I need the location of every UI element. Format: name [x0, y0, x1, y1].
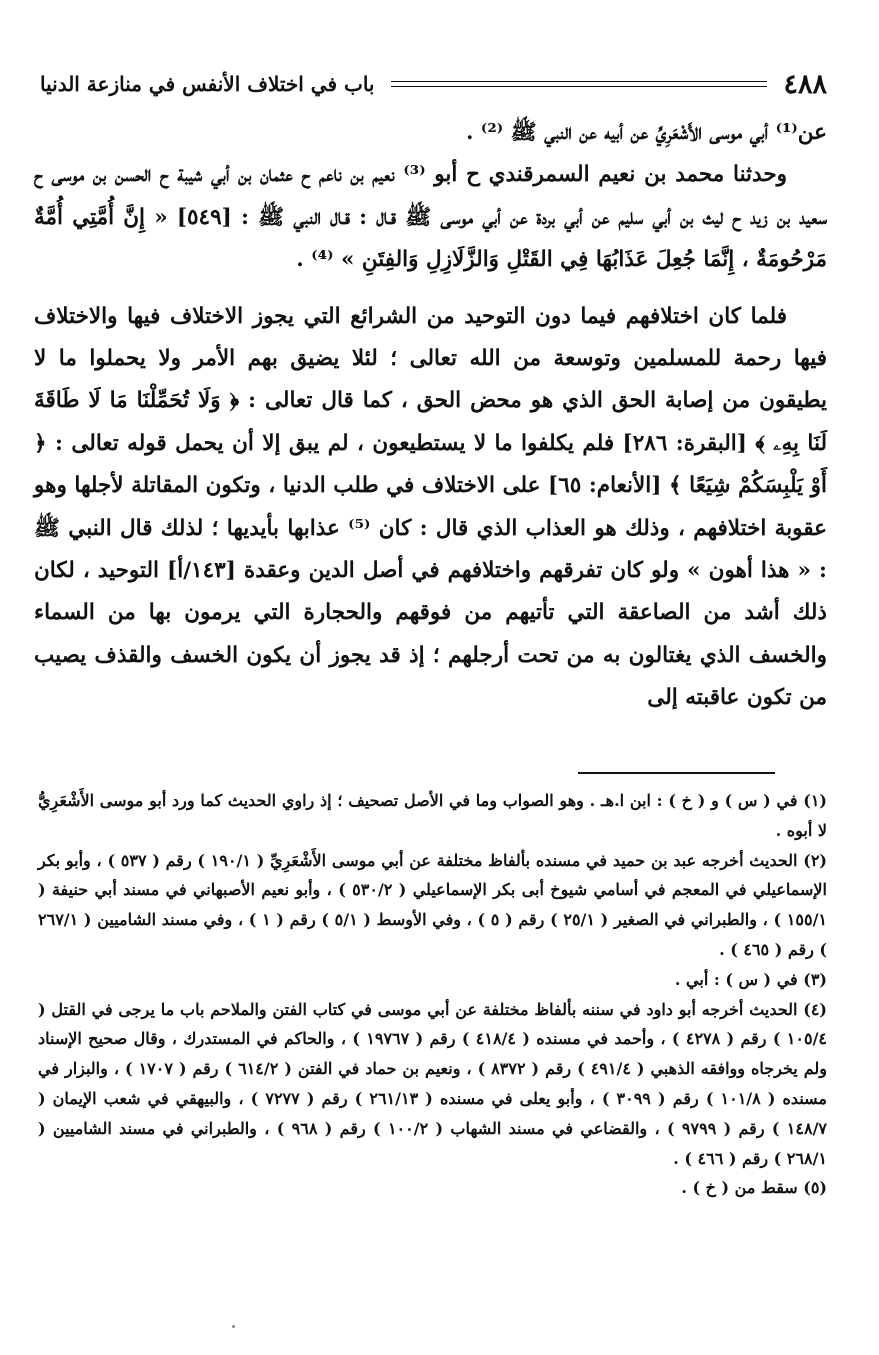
footnote-3: (٣) في ( س ) : أبي . [674, 969, 827, 989]
page-number: ٤٨٨ [783, 68, 827, 100]
paragraph-1: عن⁽¹⁾ أبي موسى الأَشْعَرِيِّ عن أبيه عن النبي ﷺ ⁽²⁾ . [465, 120, 827, 145]
page-header [40, 64, 827, 104]
header-double-rule [391, 81, 768, 87]
footnote-5: (٥) سقط من ( خ ) . [681, 1178, 827, 1198]
paragraph-3: فلما كان اختلافهم فيما دون التوحيد من الشرائع التي يجوز الاختلاف فيها والاختلاف فيها رحمة للمسلمين وتوسعة من الله تعالى ؛ لئلا يضيق بهم الأمر ولا يحملوا ما لا يطيقون من إصابة الحق الذي هو محض الحق ، كما قال تعالى : ﴿ وَلَا تُحَمِّلْنَا مَا لَا طَاقَةَ لَنَا بِهِۦ ﴾ [البقرة: ٢٨٦] فلم يكلفوا ما لا يستطيعون ، لم يبق إلا أن يحمل قوله تعالى : ﴿ أَوْ يَلْبِسَكُمْ شِيَعًا ﴾ [الأنعام: ٦٥] على الاختلاف في طلب الدنيا ، وتكون المقاتلة لأجلها وهو عقوبة اختلافهم ، وذلك هو العذاب الذي قال : كان ⁽⁵⁾ عذابها بأيديها ؛ لذلك قال النبي ﷺ : « هذا أهون » ولو كان تفرقهم واختلافهم في أصل الدين وعقدة [١٤٣/أ] التوحيد ، لكان ذلك أشد من الصاعقة التي تأتيهم من فوقهم والحجارة التي يرمون بها من السماء والخسف الذي يغتالون به من تحت أرجلهم ؛ إذ قد يجوز أن يكون الخسف والقذف يصيب من تكون عاقبته إلى [34, 303, 827, 711]
footnote-2: (٢) الحديث أخرجه عبد بن حميد في مسنده بألفاظ مختلفة عن أبي موسى الأَشْعَرِيِّ ( ١٩٠/١ ) رقم ( ٥٣٧ ) ، وأبو بكر الإسماعيلي في المعجم في أسامي شيوخ أبى بكر الإسماعيلي ( ٥٣٠/٢ ) ، وأبو نعيم الأصبهاني في مسند أبي حنيفة ( ١٥٥/١ ) ، والطبراني في الصغير ( ٢٥/١ ) رقم ( ٥ ) ، وفي الأوسط ( ٥/١ ) رقم ( ١ ) ، وفي مسند الشاميين ( ٢٦٧/١ ) رقم ( ٤٦٥ ) . [38, 850, 828, 959]
main-text [34, 112, 827, 720]
footnotes [38, 786, 827, 1203]
scan-speck [232, 1325, 235, 1328]
footnote-4: (٤) الحديث أخرجه أبو داود في سننه بألفاظ مختلفة عن أبي موسى في كتاب الفتن والملاحم باب ما يرجى في القتل ( ١٠٥/٤ ) رقم ( ٤٢٧٨ ) ، وأحمد في مسنده ( ٤١٨/٤ ) رقم ( ١٩٧٦٧ ) ، والحاكم في المستدرك ، وقال صحيح الإسناد ولم يخرجاه ووافقه الذهبي ( ٤٩١/٤ ) رقم ( ٨٣٧٢ ) ، ونعيم بن حماد في الفتن ( ٦١٤/٢ ) رقم ( ١٧٠٧ ) ، والبزار في مسنده ( ١٠١/٨ ) رقم ( ٣٠٩٩ ) ، وأبو يعلى في مسنده ( ٢٦١/١٣ ) رقم ( ٧٢٧٧ ) ، والبيهقي في شعب الإيمان ( ١٤٨/٧ ) رقم ( ٩٧٩٩ ) ، والقضاعي في مسند الشهاب ( ١٠٠/٢ ) رقم ( ٩٦٨ ) ، والطبراني في مسند الشاميين ( ٢٦٨/١ ) رقم ( ٤٦٦ ) . [38, 999, 828, 1168]
footnote-1: (١) في ( س ) و ( خ ) : ابن ا.هـ . وهو الصواب وما في الأصل تصحيف ؛ إذ راوي الحديث كما ورد أبو موسى الأَشْعَرِيُّ لا أبوه . [38, 791, 827, 840]
running-title: باب في اختلاف الأنفس في منازعة الدنيا [40, 72, 375, 96]
footnote-separator [578, 772, 775, 774]
paragraph-2: وحدثنا محمد بن نعيم السمرقندي ح أبو ⁽³⁾ نعيم بن ناعم ح عثمان بن أبي شيبة ح الحسن بن موسى ح سعيد بن زيد ح ليث بن أبي سليم عن أبي بردة عن أبي موسى ﷺ قـال : قـال النبي ﷺ : [٥٤٩] « إِنَّ أُمَّتِي أُمَّةٌ مَرْحُومَةٌ ، إِنَّمَا جُعِلَ عَذَابُهَا فِي القَتْلِ وَالزَّلَازِلِ وَالفِتَنِ » ⁽⁴⁾ . [34, 162, 827, 273]
